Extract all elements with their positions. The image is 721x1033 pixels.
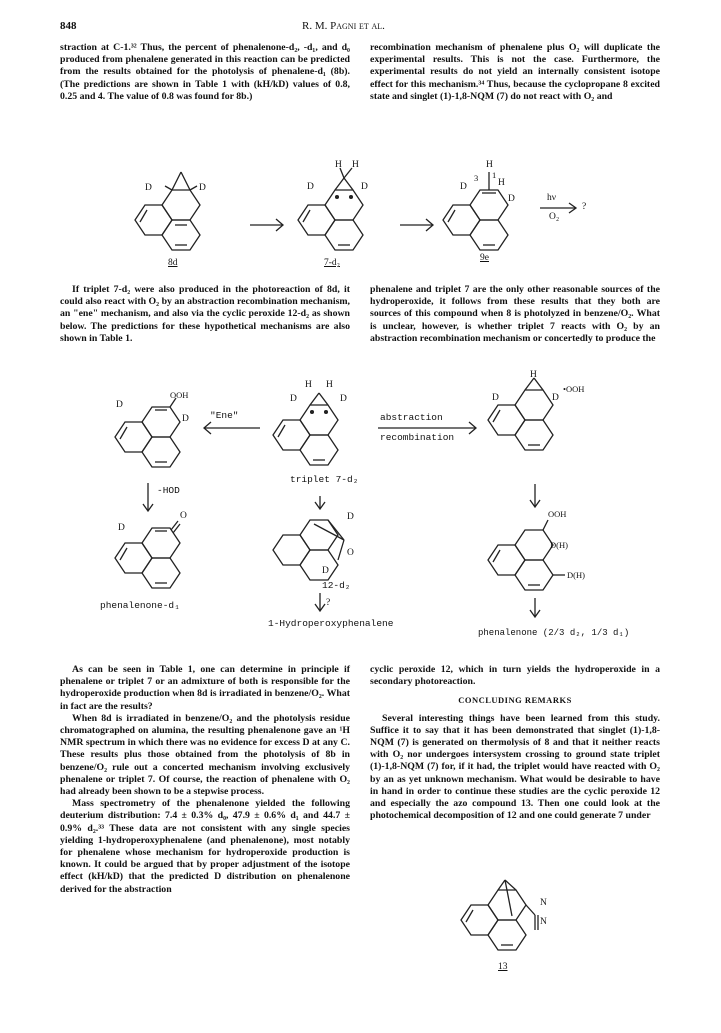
compound-label-13: 13 [498,962,508,972]
hod-label: -HOD [157,485,180,496]
peroxide-o: O [347,548,354,558]
hv-label: hν [547,193,557,203]
atom-h: H [498,178,505,188]
abstraction-label: abstraction [380,412,443,423]
paragraph: If triplet 7-d₂ were also produced in the photoreaction of 8d, it could also react with O₂ by an abstraction recombination mechanism, an "ene" mechanism, and also via the cyclic peroxide 12-d₂ as shown below. The predictions for these hypothetical mechanisms are also shown in Table 1. [60,284,350,344]
running-title: R. M. Pagni et al. [302,20,385,32]
locant-3: 3 [474,173,479,183]
section-heading: CONCLUDING REMARKS [458,695,572,706]
atom-n: N [540,917,547,927]
triplet-label: triplet 7-d₂ [290,474,359,485]
atom-h: H [486,160,493,170]
atom-d: D [361,182,368,192]
phenalenone-mix-label: phenalenone (2/3 d₂, 1/3 d₁) [478,628,630,638]
phenalenone-d1-label: phenalenone-d₁ [100,600,180,611]
atom-d: D [116,400,123,410]
question-mark: ? [326,598,331,608]
paragraph: cyclic peroxide 12, which in turn yields the hydroperoxide in a secondary photoreaction. [370,664,660,688]
carbonyl-o: O [180,511,187,521]
recombination-label: recombination [380,432,455,443]
ooh-label: OOH [548,509,567,519]
paragraph: When 8d is irradiated in benzene/O₂ and the photolysis residue chromatographed on alumina, the resulting phenalenone gave an ¹H NMR spectrum in which there was no evidence for excess D at any C. These results plus those obtained from the photolysis of 8b in benzene/O₂ rule out a concerted mechanism involving exclusively phenalene or triplet 7. Of course, the reaction of phenalene with O₂ had already been shown to be a stepwise process. [60,712,350,798]
atom-d: D [290,394,297,404]
page-number: 848 [60,20,77,32]
atom-d: D [182,414,189,424]
paragraph: Mass spectrometry of the phenalenone yielded the following deuterium distribution: 7.4 ± 0.3% d₀, 47.9 ± 0.6% d₁ and 44.7 ± 0.9% d₂.³³ These data are not consistent with any single species yielding 1-hydroperoxyphenalene (and phenalenone), most notably for phenalene whose mechanism for hydroperoxide production is known. It could be argued that by proper adjustment of the isotope effect (kH/kD) that the predicted D distribution on phenalenone derived for the abstraction [60,798,350,895]
hydroperoxy-label: 1-Hydroperoxyphenalene [268,618,394,629]
paragraph: As can be seen in Table 1, one can determine in principle if phenalene or triplet 7 or an admixture of both is responsible for the hydroperoxide production when 8d is irradiated in benzene/O₂. What in fact are the results? [60,664,350,712]
compound-label-9e: 9e [480,253,489,263]
o2-label: O₂ [549,212,560,222]
atom-d: D [199,183,206,193]
atom-d: D [118,523,125,533]
atom-d: D [492,393,499,403]
peroxide-label: 12-d₂ [322,580,351,591]
atom-d: D [322,566,329,576]
atom-d: D [460,182,467,192]
atom-h: H [305,380,312,390]
atom-h: H [335,160,342,170]
compound-label-7-d2: 7-d₂ [324,258,340,268]
atom-d: D [145,183,152,193]
ooh-label: OOH [170,390,189,400]
atom-h: H [352,160,359,170]
locant-1: 1 [492,170,497,180]
atom-d: D [552,393,559,403]
atom-h: H [326,380,333,390]
paragraph: recombination mechanism of phenalene plus O₂ will duplicate the experimental results. This is not the case. Furthermore, the experimental results do not yield an internally consistent isotope effect for this mechanism.³⁴ Thus, because the cyclopropane 8 excited state and singlet (1)-1,8-NQM (7) do not react with O₂ and [370,42,660,102]
atom-d: D [307,182,314,192]
dh-label: D(H) [567,570,585,580]
paragraph: phenalene and triplet 7 are the only other reasonable sources of the hydroperoxide, it follows from these results that they both are sources of this compound when 8 is photolyzed in benzene/O₂. What is unclear, however, is whether triplet 7 reacts with O₂ by an abstraction recombination mechanism or concertedly to produce the [370,284,660,344]
ene-label: "Ene" [210,410,239,421]
dh-label: D(H) [550,540,568,550]
dot-ooh-label: •OOH [563,384,585,394]
atom-d: D [347,512,354,522]
atom-n: N [540,898,547,908]
atom-d: D [508,194,515,204]
paragraph: Several interesting things have been learned from this study. Suffice it to say that it has been demonstrated that singlet (1)-1,8-NQM (7) is generated on thermolysis of 8 and that it neither reacts with O₂ nor undergoes intersystem crossing to ground state triplet (1)-1,8-NQM (7) for, if it had, the triplet would have reacted with O₂ by an as yet unknown mechanism. What would be desirable to have in hand in order to continue these studies are the cyclic peroxide 12 and especially the azo compound 13. Then one could look at the photochemical decomposition of 12 and one could generate 7 under [370,712,660,822]
atom-d: D [340,394,347,404]
paragraph: straction at C-1.³² Thus, the percent of phenalenone-d₂, -d₁, and d₀ produced from phenalene generated in this reaction can be predicted from the results obtained for the photolysis of phenalene-d₁ (8b). (The predictions are shown in Table 1 with (kH/kD) values of 0.8, 0.25 and 4. The value of 0.8 was found for 8b.) [60,42,350,102]
compound-label-8d: 8d [168,258,178,268]
question-mark: ? [582,202,587,212]
atom-h: H [530,370,537,380]
